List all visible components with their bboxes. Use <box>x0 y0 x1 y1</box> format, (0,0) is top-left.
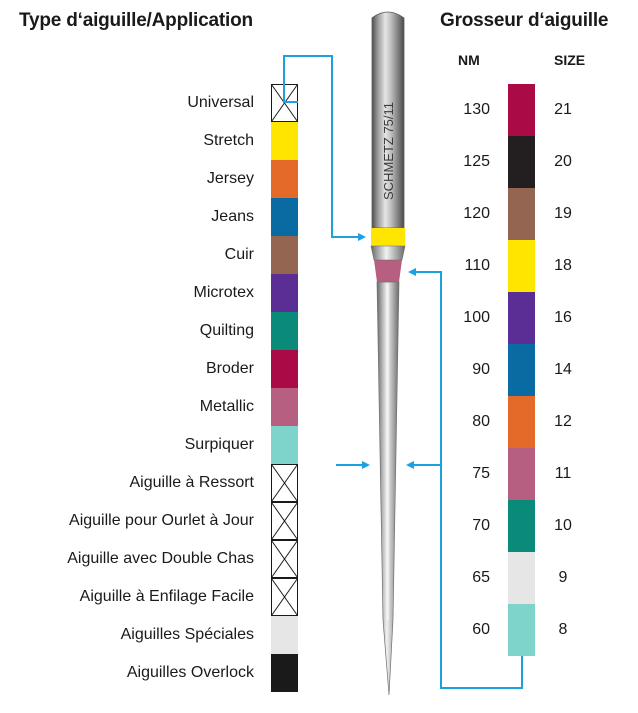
nm-value: 120 <box>463 205 490 222</box>
nm-column-header: NM <box>458 52 480 68</box>
needle-type-label: Stretch <box>203 132 254 149</box>
nm-value: 90 <box>472 361 490 378</box>
size-value: 10 <box>554 517 572 534</box>
size-value: 14 <box>554 361 572 378</box>
size-value: 18 <box>554 257 572 274</box>
needle-type-label: Jeans <box>211 208 254 225</box>
needle-type-label: Aiguille pour Ourlet à Jour <box>69 512 254 529</box>
size-value: 21 <box>554 101 572 118</box>
needle-type-label: Aiguilles Overlock <box>126 664 254 681</box>
nm-value: 130 <box>463 101 490 118</box>
size-value: 20 <box>554 153 572 170</box>
nm-value: 100 <box>463 309 490 326</box>
needle-color-band-bottom <box>374 260 402 282</box>
nm-value: 70 <box>472 517 490 534</box>
nm-value: 110 <box>464 257 490 274</box>
needle-type-label: Microtex <box>193 284 254 301</box>
needle-size-title: Grosseur d‘aiguille <box>440 10 609 31</box>
needle-type-label: Aiguille avec Double Chas <box>67 550 254 567</box>
size-value: 16 <box>554 309 572 326</box>
size-value: 12 <box>554 413 572 430</box>
needle-type-label: Aiguille à Ressort <box>129 474 254 491</box>
size-column-header: SIZE <box>554 52 586 68</box>
size-value: 9 <box>558 569 568 586</box>
needle-color-band-top <box>371 228 405 246</box>
size-value: 19 <box>554 205 572 222</box>
size-connector-arrow <box>410 272 522 688</box>
needle-type-label: Cuir <box>224 246 254 263</box>
needle-taper <box>371 246 405 260</box>
type-connector-arrow <box>284 56 364 237</box>
needle-type-label: Surpiquer <box>184 436 254 453</box>
nm-value: 125 <box>463 153 490 170</box>
needle-type-label: Quilting <box>199 322 254 339</box>
needle-type-label: Jersey <box>206 170 254 187</box>
needle-type-label: Aiguille à Enfilage Facile <box>79 588 254 605</box>
needle-type-label: Metallic <box>199 398 254 415</box>
nm-value: 80 <box>472 413 490 430</box>
size-value: 11 <box>554 465 572 482</box>
nm-value: 75 <box>472 465 490 482</box>
needle-type-label: Aiguilles Spéciales <box>120 626 254 643</box>
size-value: 8 <box>558 621 568 638</box>
nm-value: 60 <box>472 621 490 638</box>
needle-type-label: Universal <box>187 94 254 111</box>
needle-type-label: Broder <box>205 360 254 377</box>
needle-brand-text: SCHMETZ 75/11 <box>381 101 396 200</box>
nm-value: 65 <box>472 569 490 586</box>
type-application-title: Type d‘aiguille/Application <box>19 10 253 31</box>
